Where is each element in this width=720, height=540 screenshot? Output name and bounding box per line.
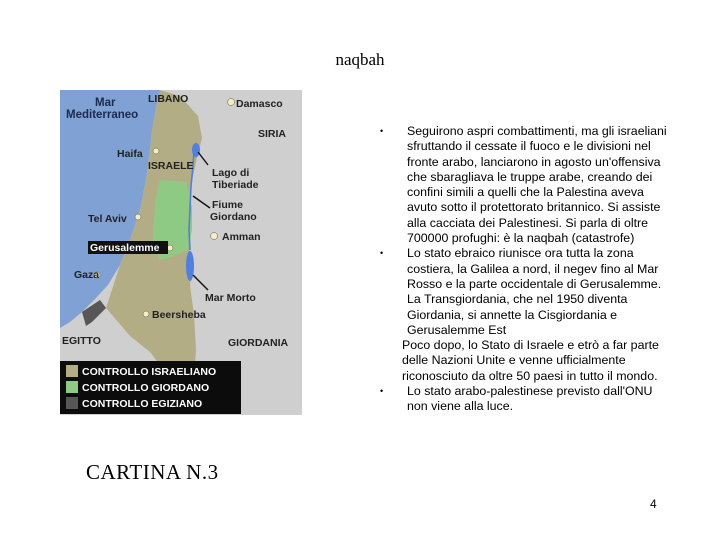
bullet-item bbox=[380, 384, 670, 415]
bullet-dot-icon: • bbox=[380, 126, 384, 136]
bullet-continuation bbox=[380, 338, 670, 384]
legend-swatch-israeliano bbox=[66, 365, 78, 377]
bullet-item bbox=[380, 246, 670, 338]
slide-title: naqbah bbox=[335, 50, 385, 69]
haifa-dot bbox=[153, 148, 159, 154]
label-beersheba: Beersheba bbox=[152, 309, 206, 321]
label-gaza: Gaza bbox=[74, 269, 100, 281]
label-fiume-2: Giordano bbox=[210, 211, 257, 223]
bullet-list bbox=[380, 124, 670, 415]
bullet-item bbox=[380, 124, 670, 246]
legend-label-egiziano: CONTROLLO EGIZIANO bbox=[82, 398, 203, 410]
label-telaviv: Tel Aviv bbox=[88, 213, 127, 225]
label-egitto: EGITTO bbox=[62, 335, 101, 347]
label-amman: Amman bbox=[222, 231, 261, 243]
label-gerusalemme: Gerusalemme bbox=[90, 242, 160, 254]
label-mar: Mar bbox=[95, 97, 116, 109]
label-israele: ISRAELE bbox=[148, 160, 194, 172]
legend-label-giordano: CONTROLLO GIORDANO bbox=[82, 382, 210, 394]
label-haifa: Haifa bbox=[117, 148, 143, 160]
bullet-text: Lo stato ebraico riunisce ora tutta la zona costiera, la Galilea a nord, il negev fino al Mar Rosso e la parte occidentale di Gerusalemme. La Transgiordania, che nel 1950 diventa Giordania, si annette la Cisgiordania e Gerusalemme Est bbox=[407, 246, 662, 337]
bullet-continuation-text: Poco dopo, lo Stato di Israele e etrò a far parte delle Nazioni Unite e venne ufficialmente riconosciuto da oltre 50 paesi in tutto il mondo. bbox=[402, 338, 659, 383]
israel-1949-map bbox=[60, 90, 302, 415]
legend-swatch-egiziano bbox=[66, 397, 78, 409]
map-caption: CARTINA N.3 bbox=[86, 460, 219, 484]
telaviv-dot bbox=[135, 214, 141, 220]
label-libano: LIBANO bbox=[148, 93, 189, 105]
label-fiume-1: Fiume bbox=[212, 199, 243, 211]
page-number: 4 bbox=[650, 497, 657, 511]
damasco-dot bbox=[228, 99, 235, 106]
label-siria: SIRIA bbox=[258, 128, 287, 140]
bullet-dot-icon: • bbox=[380, 386, 384, 397]
dead-sea bbox=[186, 251, 194, 281]
label-damasco: Damasco bbox=[236, 98, 283, 110]
beersheba-dot bbox=[143, 311, 149, 317]
label-lago-2: Tiberiade bbox=[212, 179, 259, 191]
label-mediterraneo: Mediterraneo bbox=[66, 109, 139, 121]
legend-label-israeliano: CONTROLLO ISRAELIANO bbox=[82, 366, 217, 378]
label-lago-1: Lago di bbox=[212, 167, 250, 179]
bullet-text: Lo stato arabo-palestinese previsto dall'ONU non viene alla luce. bbox=[407, 384, 653, 414]
sea-of-galilee bbox=[192, 143, 200, 157]
bullet-dot-icon: • bbox=[380, 248, 384, 259]
amman-dot bbox=[211, 233, 218, 240]
label-giordania: GIORDANIA bbox=[228, 337, 289, 349]
legend-swatch-giordano bbox=[66, 381, 78, 393]
label-marmorto: Mar Morto bbox=[205, 292, 256, 304]
bullet-text: Seguirono aspri combattimenti, ma gli israeliani sfruttando il cessate il fuoco e le divisioni nel fronte arabo, lanciarono in agosto un'offensiva che sbaragliava le truppe arabe, creando dei confini simili a quelli che la Palestina aveva avuto sotto il protettorato britannico. Si assiste alla cacciata dei Palestinesi. Si parla di oltre 700000 profughi: è la naqbah (catastrofe) bbox=[407, 124, 667, 246]
